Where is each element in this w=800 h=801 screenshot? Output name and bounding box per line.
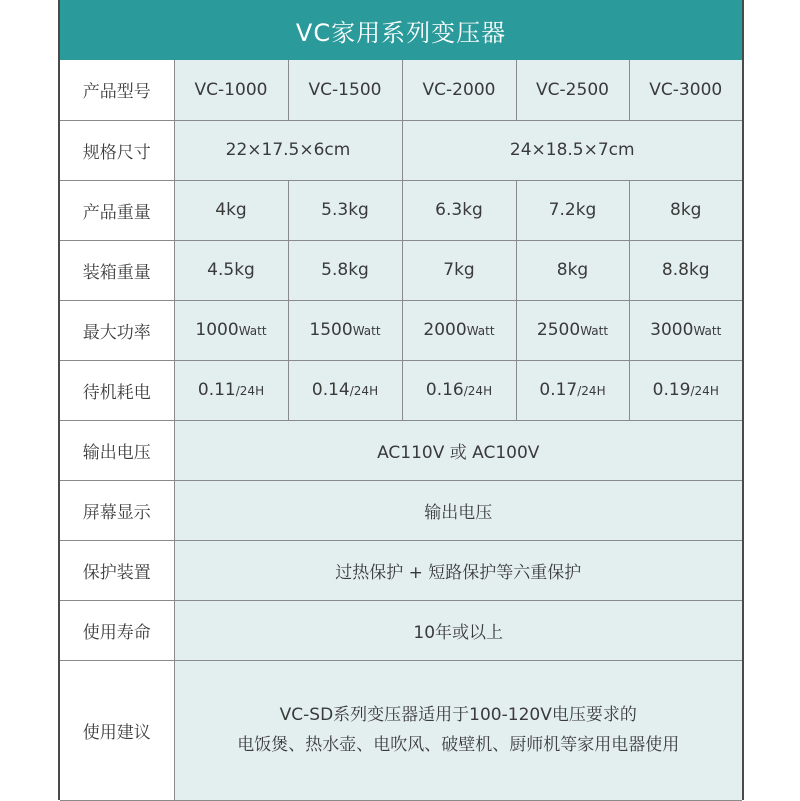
row-box-weight (60, 240, 742, 300)
advice-cell (174, 660, 742, 800)
spec-table (60, 60, 742, 801)
max-power-unit: Watt (580, 324, 609, 338)
standby-value: 0.19 (652, 380, 691, 400)
standby-unit: /24H (463, 384, 493, 398)
model-cell: VC-2500 (516, 60, 629, 120)
row-advice (60, 660, 742, 800)
row-label-lifespan: 使用寿命 (60, 600, 174, 660)
row-label-max-power: 最大功率 (60, 300, 174, 360)
row-label-output-voltage: 输出电压 (60, 420, 174, 480)
box-weight-cell: 4.5kg (174, 240, 288, 300)
lifespan-cell: 10年或以上 (174, 600, 742, 660)
row-label-standby: 待机耗电 (60, 360, 174, 420)
size-cell: 22×17.5×6cm (174, 120, 402, 180)
standby-value: 0.17 (539, 380, 578, 400)
standby-unit: /24H (235, 384, 265, 398)
product-weight-cell: 8kg (629, 180, 742, 240)
box-weight-cell: 8.8kg (629, 240, 742, 300)
standby-unit: /24H (690, 384, 719, 398)
row-label-model: 产品型号 (60, 60, 174, 120)
standby-cell (174, 360, 288, 420)
size-cell: 24×18.5×7cm (402, 120, 742, 180)
output-voltage-cell: AC110V 或 AC100V (174, 420, 742, 480)
row-label-box-weight: 装箱重量 (60, 240, 174, 300)
row-model (60, 60, 742, 120)
max-power-unit: Watt (352, 324, 381, 338)
max-power-value: 2500 (536, 320, 581, 340)
product-weight-cell: 4kg (174, 180, 288, 240)
row-max-power (60, 300, 742, 360)
max-power-unit: Watt (238, 324, 267, 338)
model-cell: VC-1500 (288, 60, 402, 120)
row-protection (60, 540, 742, 600)
page-title: VC家用系列变压器 (60, 0, 742, 60)
standby-unit: /24H (577, 384, 606, 398)
advice-line-1: VC-SD系列变压器适用于100-120V电压要求的 (279, 705, 637, 725)
max-power-unit: Watt (466, 324, 495, 338)
max-power-unit: Watt (693, 324, 722, 338)
row-display (60, 480, 742, 540)
row-label-product-weight: 产品重量 (60, 180, 174, 240)
product-weight-cell: 5.3kg (288, 180, 402, 240)
max-power-value: 1500 (309, 320, 353, 340)
standby-value: 0.14 (311, 380, 350, 400)
protection-cell: 过热保护 + 短路保护等六重保护 (174, 540, 742, 600)
row-standby (60, 360, 742, 420)
standby-unit: /24H (349, 384, 379, 398)
max-power-cell (402, 300, 516, 360)
model-cell: VC-1000 (174, 60, 288, 120)
advice-line-2: 电饭煲、热水壶、电吹风、破壁机、厨师机等家用电器使用 (237, 735, 680, 755)
max-power-cell (174, 300, 288, 360)
display-cell: 输出电压 (174, 480, 742, 540)
max-power-value: 2000 (423, 320, 467, 340)
standby-value: 0.11 (197, 380, 236, 400)
row-label-size: 规格尺寸 (60, 120, 174, 180)
box-weight-cell: 8kg (516, 240, 629, 300)
row-label-display: 屏幕显示 (60, 480, 174, 540)
product-weight-cell: 6.3kg (402, 180, 516, 240)
row-output-voltage (60, 420, 742, 480)
box-weight-cell: 7kg (402, 240, 516, 300)
max-power-cell (516, 300, 629, 360)
row-product-weight (60, 180, 742, 240)
max-power-cell (288, 300, 402, 360)
standby-cell (402, 360, 516, 420)
standby-cell (516, 360, 629, 420)
row-lifespan (60, 600, 742, 660)
standby-cell (629, 360, 742, 420)
max-power-value: 3000 (650, 320, 694, 340)
max-power-value: 1000 (195, 320, 239, 340)
standby-value: 0.16 (425, 380, 464, 400)
row-label-advice: 使用建议 (60, 660, 174, 800)
max-power-cell (629, 300, 742, 360)
row-label-protection: 保护装置 (60, 540, 174, 600)
row-size (60, 120, 742, 180)
model-cell: VC-2000 (402, 60, 516, 120)
box-weight-cell: 5.8kg (288, 240, 402, 300)
product-weight-cell: 7.2kg (516, 180, 629, 240)
standby-cell (288, 360, 402, 420)
spec-sheet (58, 0, 744, 800)
model-cell: VC-3000 (629, 60, 742, 120)
